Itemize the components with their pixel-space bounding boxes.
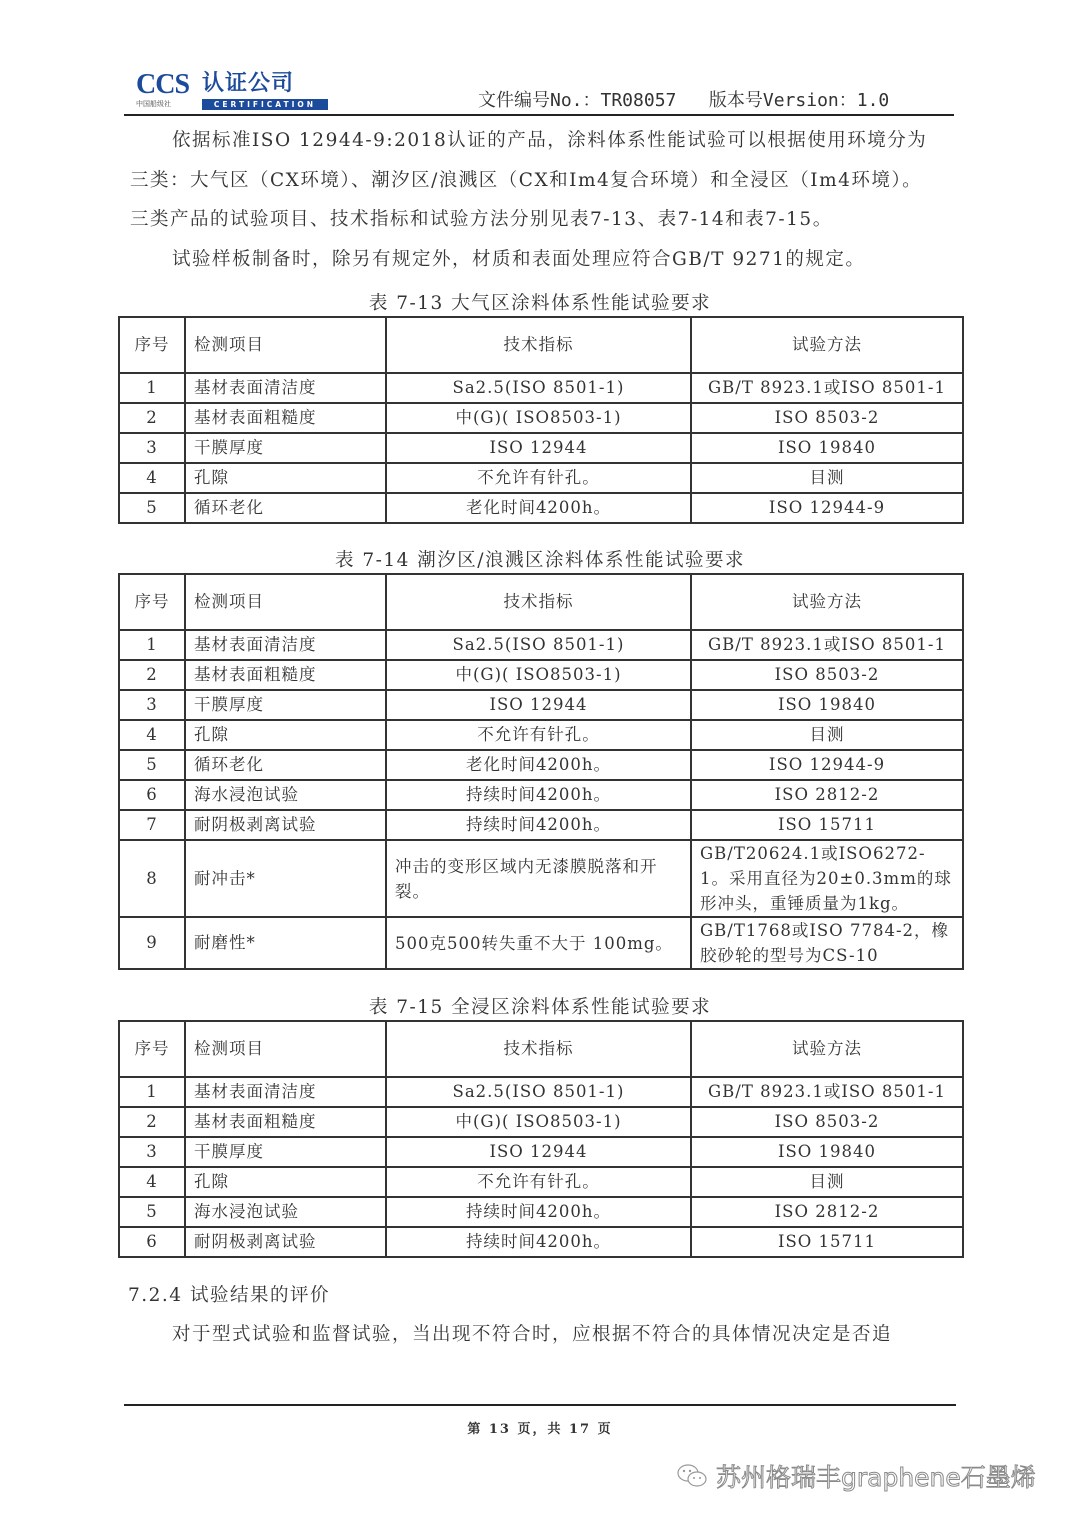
intro-paragraph-line-3: 三类产品的试验项目、技术指标和试验方法分别见表7-13、表7-14和表7-15。 (130, 209, 833, 230)
intro-paragraph-line-2: 三类：大气区（CX环境）、潮汐区/浪溅区（CX和Im4复合环境）和全浸区（Im4环境）。 (130, 170, 923, 191)
table-row (119, 493, 963, 523)
table-row (119, 810, 963, 840)
cell-spec: Sa2.5(ISO 8501-1) (386, 373, 691, 403)
logo-company-name: 认证公司 (202, 71, 295, 96)
cell-item: 干膜厚度 (185, 1137, 386, 1167)
cell-no: 2 (119, 660, 185, 690)
table-row (119, 403, 963, 433)
header-no: 序号 (119, 317, 185, 373)
cell-no: 3 (119, 690, 185, 720)
table-row (119, 433, 963, 463)
cell-method: ISO 19840 (691, 433, 963, 463)
table-7-15-caption: 表 7-15 全浸区涂料体系性能试验要求 (368, 997, 712, 1018)
cell-method: ISO 8503-2 (691, 403, 963, 433)
watermark-text: 苏州格瑞丰graphene石墨烯 (716, 1463, 1036, 1492)
cell-spec: 老化时间4200h。 (386, 750, 691, 780)
cell-item: 海水浸泡试验 (185, 780, 386, 810)
cell-method: ISO 19840 (691, 1137, 963, 1167)
table-row (119, 690, 963, 720)
cell-item: 耐冲击* (185, 840, 386, 917)
cell-method: GB/T1768或ISO 7784-2，橡胶砂轮的型号为CS-10 (691, 917, 963, 969)
cell-no: 1 (119, 373, 185, 403)
cell-spec: 持续时间4200h。 (386, 1197, 691, 1227)
cell-item: 干膜厚度 (185, 433, 386, 463)
cell-spec: 冲击的变形区域内无漆膜脱落和开裂。 (386, 840, 691, 917)
cell-method: GB/T 8923.1或ISO 8501-1 (691, 373, 963, 403)
cell-item: 海水浸泡试验 (185, 1197, 386, 1227)
cell-spec: 中(G)( ISO8503-1) (386, 660, 691, 690)
table-row (119, 917, 963, 969)
cell-spec: ISO 12944 (386, 690, 691, 720)
table-header-row (119, 317, 963, 373)
cell-no: 3 (119, 433, 185, 463)
table-row (119, 1077, 963, 1107)
header-method: 试验方法 (691, 574, 963, 630)
table-row (119, 1137, 963, 1167)
cell-item: 循环老化 (185, 493, 386, 523)
wechat-icon (676, 1462, 708, 1490)
cell-no: 3 (119, 1137, 185, 1167)
cell-method: ISO 2812-2 (691, 780, 963, 810)
cell-method: ISO 8503-2 (691, 660, 963, 690)
cell-no: 1 (119, 1077, 185, 1107)
cell-method: GB/T20624.1或ISO6272-1。采用直径为20±0.3mm的球形冲头，重锤质量为1kg。 (691, 840, 963, 917)
cell-no: 4 (119, 1167, 185, 1197)
table-row (119, 1227, 963, 1257)
cell-method: GB/T 8923.1或ISO 8501-1 (691, 630, 963, 660)
cell-item: 基材表面清洁度 (185, 630, 386, 660)
section-heading: 7.2.4 试验结果的评价 (128, 1285, 330, 1306)
ccs-logo (136, 70, 331, 112)
cell-item: 基材表面清洁度 (185, 373, 386, 403)
cell-method: ISO 12944-9 (691, 493, 963, 523)
cell-no: 8 (119, 840, 185, 917)
table-row (119, 780, 963, 810)
table-row (119, 840, 963, 917)
footer-divider (124, 1404, 956, 1406)
header-item: 检测项目 (185, 1021, 386, 1077)
table-row (119, 1197, 963, 1227)
cell-method: ISO 8503-2 (691, 1107, 963, 1137)
cell-method: ISO 15711 (691, 810, 963, 840)
cell-no: 4 (119, 720, 185, 750)
cell-spec: 不允许有针孔。 (386, 1167, 691, 1197)
cell-spec: 持续时间4200h。 (386, 780, 691, 810)
cell-spec: Sa2.5(ISO 8501-1) (386, 1077, 691, 1107)
cell-item: 孔隙 (185, 720, 386, 750)
cell-method: 目测 (691, 463, 963, 493)
cell-no: 5 (119, 750, 185, 780)
cell-item: 基材表面粗糙度 (185, 660, 386, 690)
header-item: 检测项目 (185, 317, 386, 373)
cell-spec: ISO 12944 (386, 433, 691, 463)
cell-item: 孔隙 (185, 1167, 386, 1197)
cell-spec: ISO 12944 (386, 1137, 691, 1167)
table-7-14-caption: 表 7-14 潮汐区/浪溅区涂料体系性能试验要求 (334, 550, 746, 571)
table-row (119, 1107, 963, 1137)
table-header-row (119, 574, 963, 630)
cell-spec: 不允许有针孔。 (386, 463, 691, 493)
cell-item: 基材表面清洁度 (185, 1077, 386, 1107)
cell-item: 基材表面粗糙度 (185, 1107, 386, 1137)
cell-no: 1 (119, 630, 185, 660)
page-number: 第 13 页，共 17 页 (467, 1422, 613, 1437)
cell-no: 9 (119, 917, 185, 969)
section-text: 对于型式试验和监督试验，当出现不符合时，应根据不符合的具体情况决定是否追 (172, 1324, 893, 1345)
logo-certification-bar: CERTIFICATION (202, 99, 328, 110)
cell-no: 4 (119, 463, 185, 493)
table-row (119, 1167, 963, 1197)
header-method: 试验方法 (691, 1021, 963, 1077)
cell-spec: Sa2.5(ISO 8501-1) (386, 630, 691, 660)
cell-item: 循环老化 (185, 750, 386, 780)
table-row (119, 463, 963, 493)
logo-ccs-text: CCS (136, 69, 190, 100)
header-no: 序号 (119, 574, 185, 630)
header-spec: 技术指标 (386, 1021, 691, 1077)
cell-no: 6 (119, 780, 185, 810)
header-no: 序号 (119, 1021, 185, 1077)
intro-paragraph-line-1: 依据标准ISO 12944-9:2018认证的产品，涂料体系性能试验可以根据使用环境分为 (172, 130, 928, 151)
sample-prep-paragraph: 试验样板制备时，除另有规定外，材质和表面处理应符合GB/T 9271的规定。 (172, 249, 866, 270)
cell-method: ISO 2812-2 (691, 1197, 963, 1227)
cell-spec: 不允许有针孔。 (386, 720, 691, 750)
cell-method: ISO 12944-9 (691, 750, 963, 780)
cell-no: 5 (119, 1197, 185, 1227)
cell-method: ISO 15711 (691, 1227, 963, 1257)
header-item: 检测项目 (185, 574, 386, 630)
cell-item: 耐磨性* (185, 917, 386, 969)
cell-item: 基材表面粗糙度 (185, 403, 386, 433)
cell-method: ISO 19840 (691, 690, 963, 720)
cell-method: 目测 (691, 1167, 963, 1197)
table-7-15 (118, 1020, 964, 1258)
header-divider (124, 114, 954, 116)
cell-spec: 中(G)( ISO8503-1) (386, 403, 691, 433)
table-7-13-caption: 表 7-13 大气区涂料体系性能试验要求 (368, 293, 712, 314)
cell-spec: 持续时间4200h。 (386, 1227, 691, 1257)
cell-spec: 500克500转失重不大于 100mg。 (386, 917, 691, 969)
cell-method: 目测 (691, 720, 963, 750)
document-number: 文件编号No.：TR08057 版本号Version：1.0 (478, 90, 890, 111)
cell-spec: 老化时间4200h。 (386, 493, 691, 523)
cell-no: 5 (119, 493, 185, 523)
cell-item: 孔隙 (185, 463, 386, 493)
table-row (119, 660, 963, 690)
table-row (119, 373, 963, 403)
table-header-row (119, 1021, 963, 1077)
table-row (119, 720, 963, 750)
watermark (676, 1458, 1036, 1494)
header-spec: 技术指标 (386, 574, 691, 630)
table-row (119, 750, 963, 780)
table-row (119, 630, 963, 660)
logo-subtitle: 中国船级社 (136, 100, 171, 108)
cell-item: 耐阴极剥离试验 (185, 1227, 386, 1257)
cell-item: 耐阴极剥离试验 (185, 810, 386, 840)
table-7-14 (118, 573, 964, 970)
cell-no: 6 (119, 1227, 185, 1257)
table-7-13 (118, 316, 964, 524)
cell-no: 7 (119, 810, 185, 840)
cell-method: GB/T 8923.1或ISO 8501-1 (691, 1077, 963, 1107)
cell-no: 2 (119, 1107, 185, 1137)
cell-no: 2 (119, 403, 185, 433)
header-spec: 技术指标 (386, 317, 691, 373)
cell-spec: 中(G)( ISO8503-1) (386, 1107, 691, 1137)
cell-item: 干膜厚度 (185, 690, 386, 720)
cell-spec: 持续时间4200h。 (386, 810, 691, 840)
header-method: 试验方法 (691, 317, 963, 373)
